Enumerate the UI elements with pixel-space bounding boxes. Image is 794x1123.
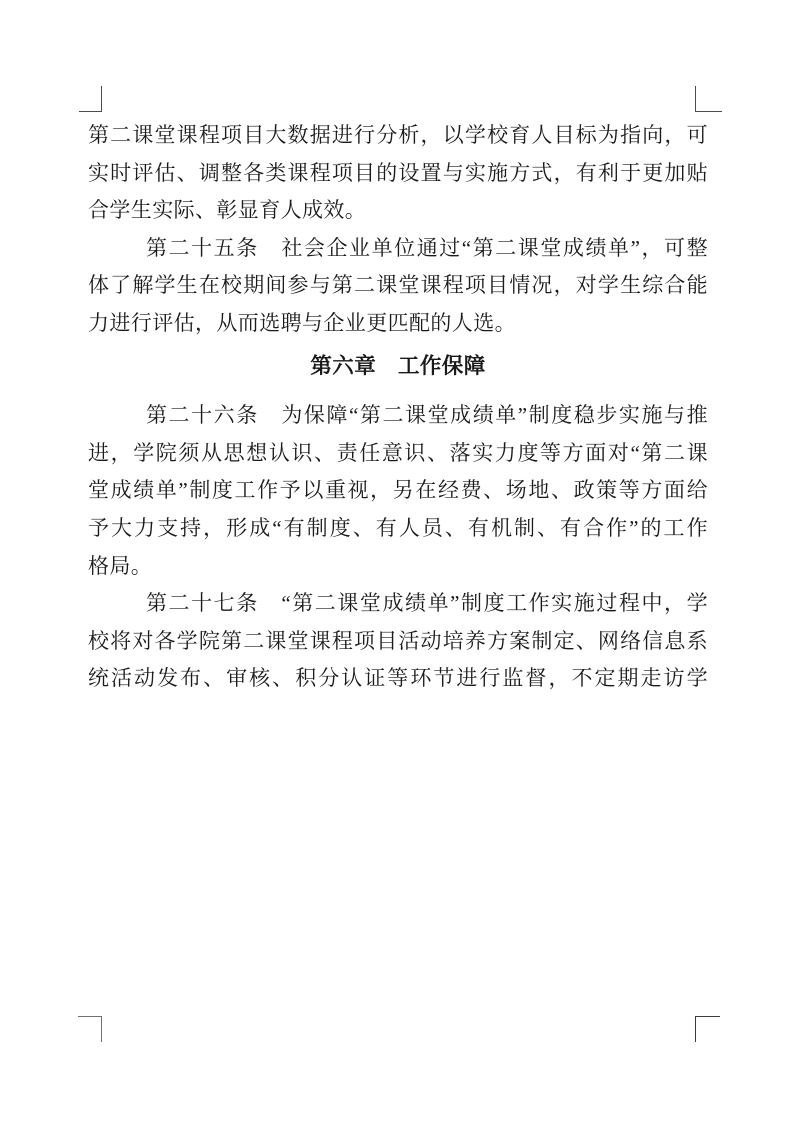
crop-mark-top-right [695,86,722,112]
document-text-block [88,117,708,698]
article-26-line: 予大力支持，形成“有制度、有人员、有机制、有合作”的工作 [88,515,708,540]
body-text-line: 合学生实际、彰显育人成效。 [88,198,367,223]
article-25-line: 力进行评估，从而选聘与企业更匹配的人选。 [88,310,516,335]
crop-mark-top-left [79,86,102,112]
chapter-heading: 第六章 工作保障 [310,353,486,378]
article-27-line: 统活动发布、审核、积分认证等环节进行监督，不定期走访学 [88,666,708,691]
body-text-line: 实时评估、调整各类课程项目的设置与实施方式，有利于更加贴 [88,160,708,185]
article-25-line: 体了解学生在校期间参与第二课堂课程项目情况，对学生综合能 [88,273,708,298]
article-25-line: 第二十五条 社会企业单位通过“第二课堂成绩单”，可整 [146,235,708,260]
article-26-line: 格局。 [88,553,153,578]
article-27-line: 第二十七条 “第二课堂成绩单”制度工作实施过程中，学 [146,591,708,616]
crop-mark-bottom-right [695,1016,720,1042]
body-text-line: 第二课堂课程项目大数据进行分析，以学校育人目标为指向，可 [88,123,708,147]
article-27-line: 校将对各学院第二课堂课程项目活动培养方案制定、网络信息系 [88,628,708,653]
crop-mark-bottom-left [78,1016,102,1042]
article-26-line: 进，学院须从思想认识、责任意识、落实力度等方面对“第二课 [88,440,708,465]
article-26-line: 堂成绩单”制度工作予以重视，另在经费、场地、政策等方面给 [88,478,708,503]
article-26-line: 第二十六条 为保障“第二课堂成绩单”制度稳步实施与推 [146,403,708,428]
